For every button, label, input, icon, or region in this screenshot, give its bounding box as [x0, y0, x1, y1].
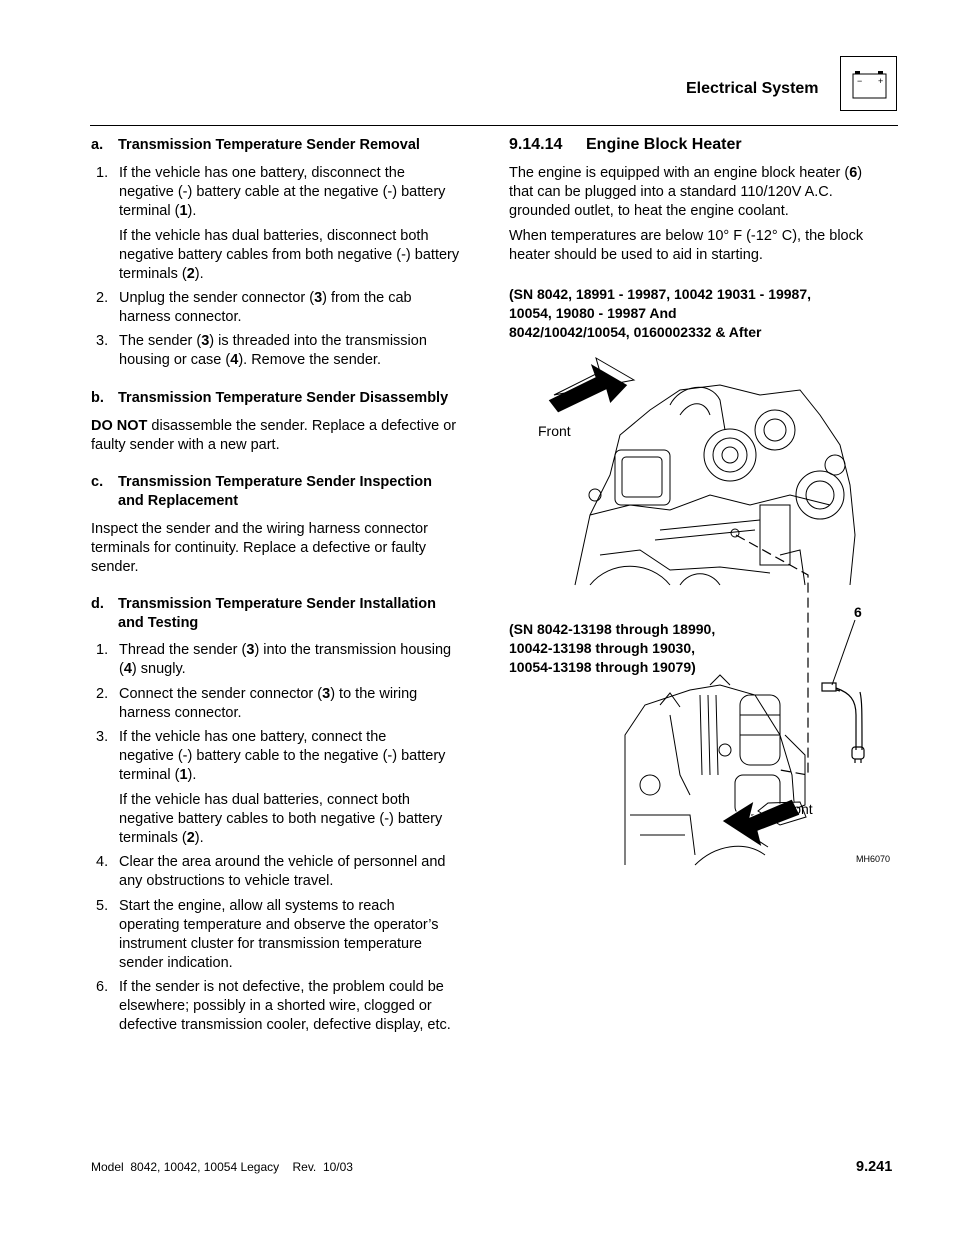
callout-6: 6: [854, 604, 862, 620]
front-arrow-top: [548, 358, 634, 413]
engine-heater-para-1: The engine is equipped with an engine block heater (6) that can be plugged into a standard 110/120V A.C. grounded outlet, to heat the engine coolant.: [509, 165, 863, 219]
engine-heater-para-2: When temperatures are below 10° F (-12° C), the block heater should be used to aid in starting.: [509, 228, 864, 263]
section-d-step-6: 6. If the sender is not defective, the problem could be elsewhere; possibly in a shorted wire, clogged or defective transmission cooler, defective display, etc.: [96, 979, 451, 1033]
section-d-step-4: 4. Clear the area around the vehicle of personnel and any obstructions to vehicle travel.: [96, 854, 446, 889]
section-a-heading: a. Transmission Temperature Sender Removal: [91, 137, 420, 153]
serial-range-heading-2: (SN 8042-13198 through 18990, 10042-13198 through 19030, 10054-13198 through 19079): [509, 621, 716, 675]
section-a: [91, 136, 483, 155]
page-number: 9.241: [856, 1159, 893, 1175]
battery-minus-label: −: [857, 76, 863, 86]
engine-illustration-bottom: [625, 675, 805, 865]
front-label-top: Front: [538, 423, 571, 439]
callout-leader-dashed: [736, 535, 808, 775]
section-d-step-1: 1. Thread the sender (3) into the transmission housing (4) snugly.: [96, 642, 452, 677]
section-c-text: Inspect the sender and the wiring harness connector terminals for continuity. Replace a defective or faulty sender.: [91, 521, 428, 575]
section-b-heading: b. Transmission Temperature Sender Disassembly: [91, 390, 449, 406]
front-label-bottom: Front: [780, 801, 813, 817]
section-a-step-2: 2. Unplug the sender connector (3) from the cab harness connector.: [96, 290, 412, 325]
callout-6-leader: [832, 620, 855, 685]
section-b-text: DO NOT disassemble the sender. Replace a defective or faulty sender with a new part.: [91, 418, 457, 453]
engine-block-heater-figure: [530, 355, 900, 875]
section-d-step-2: 2. Connect the sender connector (3) to the wiring harness connector.: [96, 686, 418, 721]
section-heading: 9.14.14 Engine Block Heater: [509, 136, 742, 153]
section-d-step-3b: If the vehicle has dual batteries, connect both negative battery cables to both negative (-) battery terminals (2).: [119, 792, 443, 846]
battery-plus-label: +: [878, 76, 884, 86]
section-a-step-1: 1. If the vehicle has one battery, disconnect the negative (-) battery cable at the negative (-) battery terminal (1).: [96, 165, 446, 219]
serial-range-heading-1: (SN 8042, 18991 - 19987, 10042 19031 - 19987, 10054, 19080 - 19987 And 8042/10042/10054, 0160002332 & After: [509, 286, 812, 340]
footer-model-revision: Model 8042, 10042, 10054 Legacy Rev. 10/03: [91, 1160, 353, 1174]
figure-id: MH6070: [856, 854, 891, 864]
section-d-step-3: 3. If the vehicle has one battery, connect the negative (-) battery cable to the negative (-) battery terminal (1).: [96, 729, 446, 783]
engine-illustration-top: [575, 385, 855, 585]
header-rule: [90, 125, 898, 126]
section-c-heading: c. Transmission Temperature Sender Inspection and Replacement: [91, 474, 432, 509]
section-d-step-5: 5. Start the engine, allow all systems to reach operating temperature and observe the operator’s instrument cluster for transmission temperature sender indication.: [96, 898, 439, 971]
block-heater-part: [822, 683, 864, 763]
section-a-step-1b: If the vehicle has dual batteries, disconnect both negative battery cables from both negative (-) battery terminals (2).: [119, 228, 460, 282]
page-header-title: Electrical System: [686, 80, 819, 97]
section-a-step-3: 3. The sender (3) is threaded into the transmission housing or case (4). Remove the sender.: [96, 333, 427, 368]
battery-icon: [840, 56, 897, 111]
section-d-heading: d. Transmission Temperature Sender Installation and Testing: [91, 596, 437, 631]
